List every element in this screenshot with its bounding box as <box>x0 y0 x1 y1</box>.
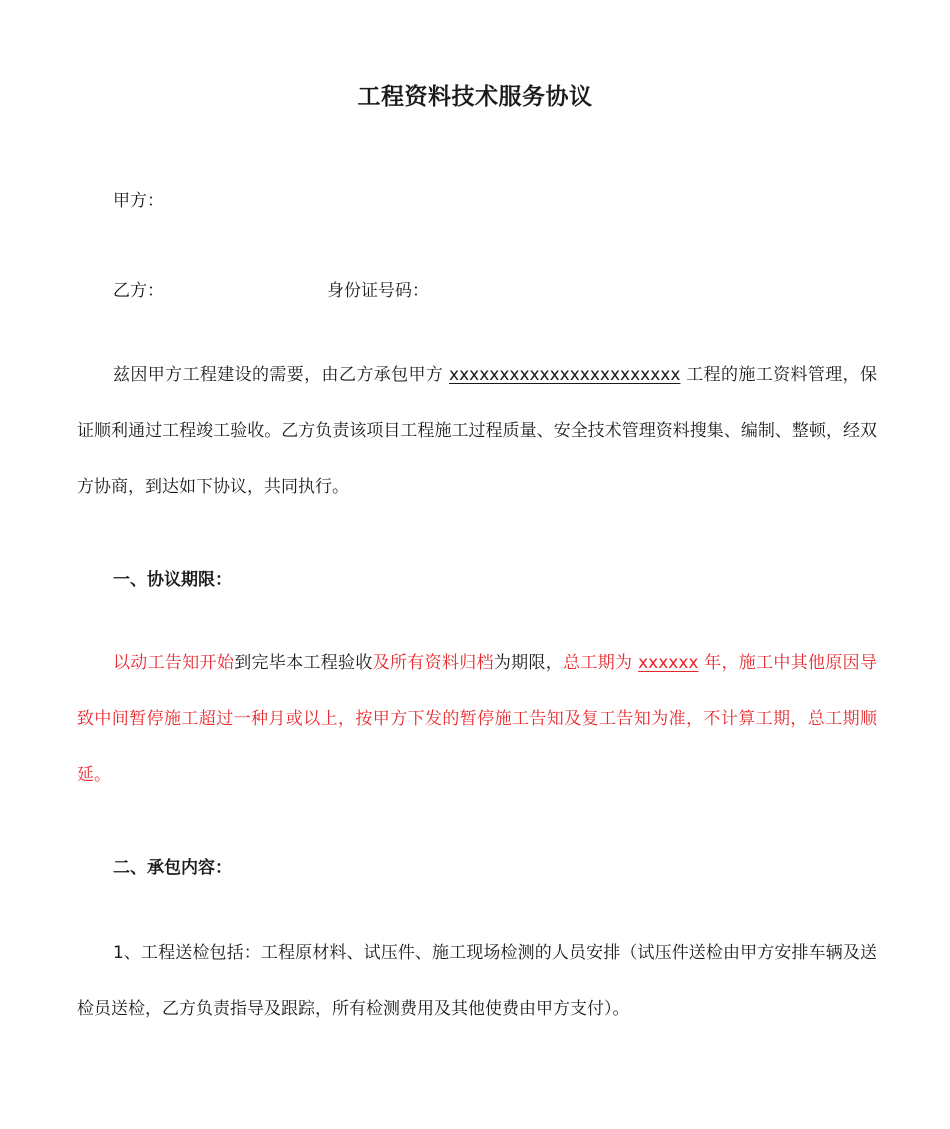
id-number-label: 身份证号码： <box>327 281 429 301</box>
section1-seg3: 及所有资料归档 <box>372 653 494 673</box>
section1-paragraph <box>77 635 877 803</box>
intro-text-1: 兹因甲方工程建设的需要，由乙方承包甲方 <box>113 365 450 385</box>
section1-seg2: 到完毕本工程验收 <box>234 653 373 673</box>
section1-seg1: 以动工告知开始 <box>113 653 235 673</box>
section2-item1: 1、工程送检包括：工程原材料、试压件、施工现场检测的人员安排（试压件送检由甲方安排车辆及送检员送检，乙方负责指导及跟踪，所有检测费用及其他使费由甲方支付）。 <box>77 943 877 1019</box>
party-b-label: 乙方： <box>113 281 164 301</box>
intro-text-2: 工程的施工资料管理，保证顺利通过工程竣工验收。乙方负责该项目工程施工过程质量、安全技术管理资料搜集、编制、整顿，经双方协商，到达如下协议，共同执行。 <box>77 365 878 497</box>
document-title: 工程资料技术服务协议 <box>357 84 593 110</box>
section1-heading: 一、协议期限： <box>113 570 232 590</box>
party-a-label: 甲方： <box>113 191 164 211</box>
section1-seg6: 年，施工中其他原因导致中间暂停施工超过一种月或以上，按甲方下发的暂停施工告知及复工告知为准，不计算工期，总工期顺延。 <box>77 653 877 785</box>
project-name: xxxxxxxxxxxxxxxxxxxxxxx <box>449 365 681 385</box>
section1-years: xxxxxx <box>638 653 699 673</box>
section1-seg4: 为期限， <box>493 653 564 673</box>
intro-paragraph <box>77 347 877 515</box>
section1-seg5: 总工期为 <box>563 653 639 673</box>
section2-heading: 二、承包内容： <box>113 858 232 878</box>
